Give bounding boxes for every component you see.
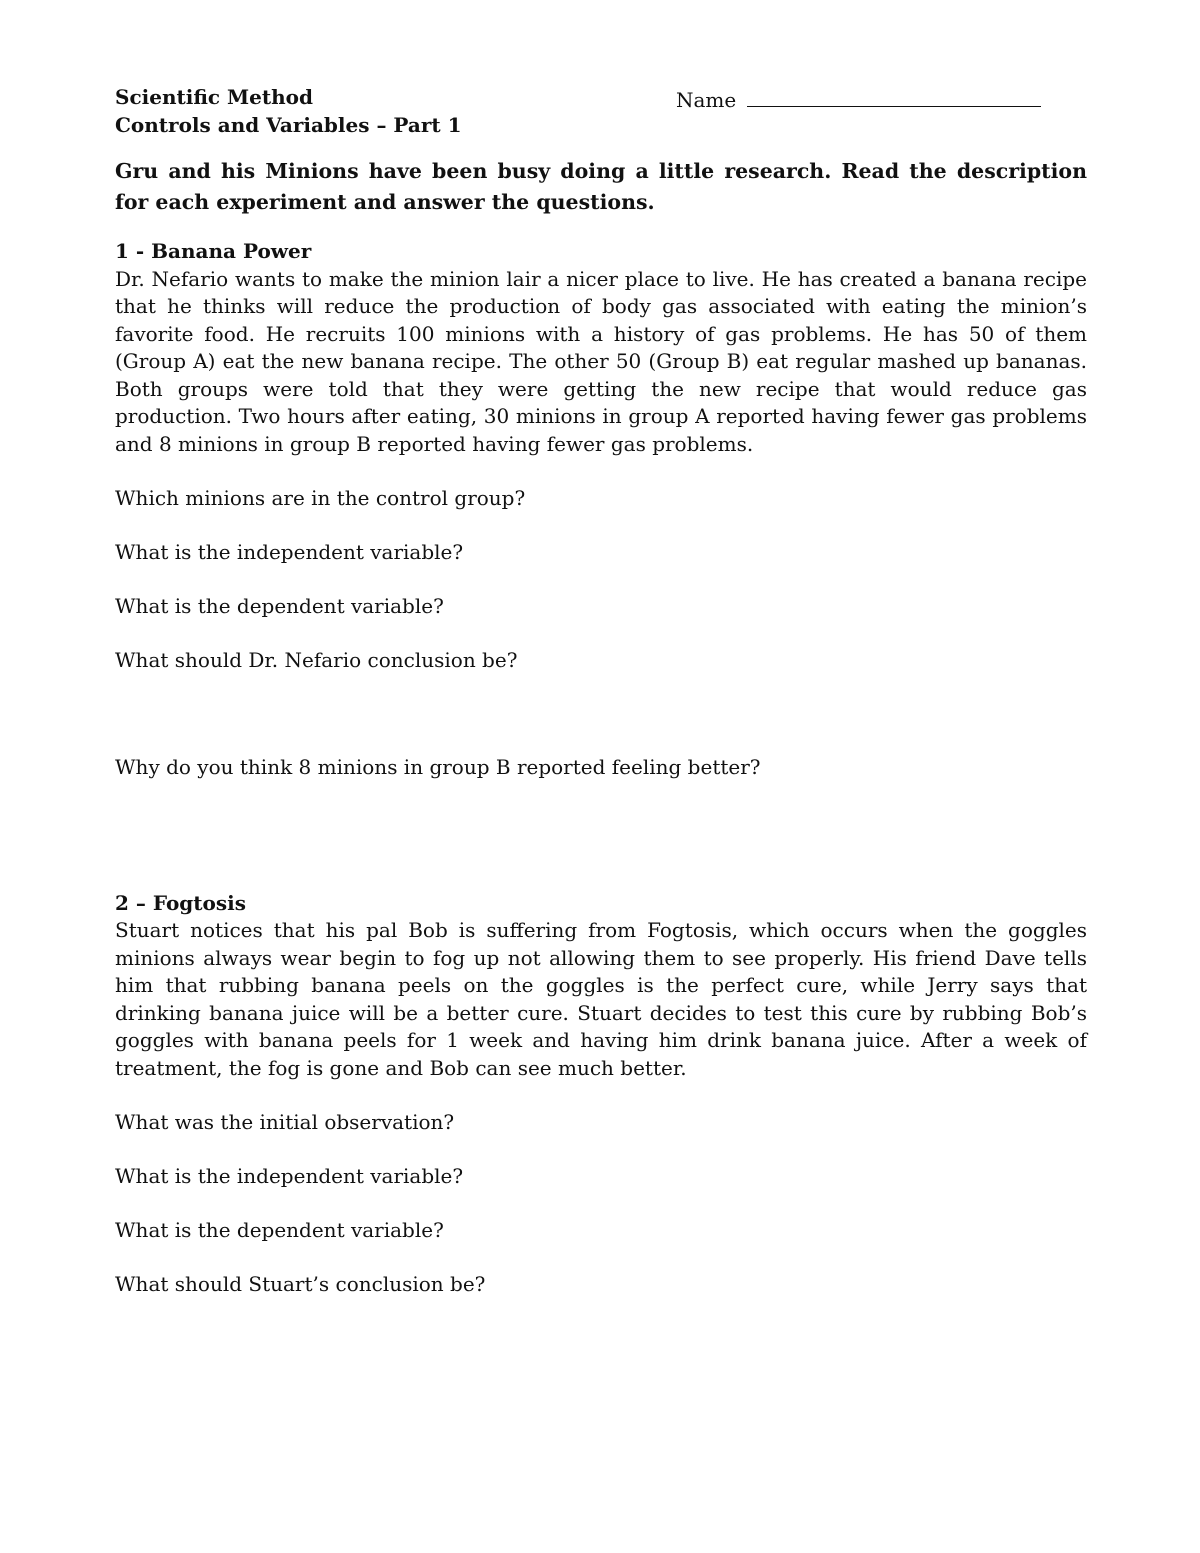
worksheet-subtitle: Controls and Variables – Part 1 xyxy=(115,112,462,137)
section1-question-1: Which minions are in the control group? xyxy=(115,485,526,510)
worksheet-header xyxy=(115,84,1087,140)
section2-title: 2 – Fogtosis xyxy=(115,890,246,915)
section2-body: Stuart notices that his pal Bob is suffering from Fogtosis, which occurs when the goggles minions always wear begin to fog up not allowing them to see properly. His friend Dave tells him that rubbing banana peels on the goggles is the perfect cure, while Jerry says that drinking banana juice will be a better cure. Stuart decides to test this cure by rubbing Bob’s goggles with banana peels for 1 week and having him drink banana juice. After a week of treatment, the fog is gone and Bob can see much better. xyxy=(115,918,1087,1080)
section2-question-2: What is the independent variable? xyxy=(115,1163,464,1188)
section2-question-4: What should Stuart’s conclusion be? xyxy=(115,1271,486,1296)
header-titles xyxy=(115,84,462,139)
intro-instructions: Gru and his Minions have been busy doing a little research. Read the description for each experiment and answer the questions. xyxy=(115,159,1087,214)
name-label: Name xyxy=(676,88,737,112)
section1-question-2: What is the independent variable? xyxy=(115,539,464,564)
name-blank-line[interactable] xyxy=(747,84,1041,107)
name-field xyxy=(676,84,1041,115)
section1-body: Dr. Nefario wants to make the minion lair a nicer place to live. He has created a banana recipe that he thinks will reduce the production of body gas associated with eating the minion’s favorite food. He recruits 100 minions with a history of gas problems. He has 50 of them (Group A) eat the new banana recipe. The other 50 (Group B) eat regular mashed up bananas. Both groups were told that they were getting the new recipe that would reduce gas production. Two hours after eating, 30 minions in group A reported having fewer gas problems and 8 minions in group B reported having fewer gas problems. xyxy=(115,266,1087,456)
section1-question-5: Why do you think 8 minions in group B reported feeling better? xyxy=(115,755,761,779)
section2-question-1: What was the initial observation? xyxy=(115,1109,455,1134)
worksheet-page xyxy=(115,84,1087,1298)
section1-question-4: What should Dr. Nefario conclusion be? xyxy=(115,647,518,672)
section2-question-3: What is the dependent variable? xyxy=(115,1217,444,1242)
worksheet-title: Scientific Method xyxy=(115,85,313,109)
section1-title: 1 - Banana Power xyxy=(115,239,312,263)
section1-question-3: What is the dependent variable? xyxy=(115,593,444,618)
